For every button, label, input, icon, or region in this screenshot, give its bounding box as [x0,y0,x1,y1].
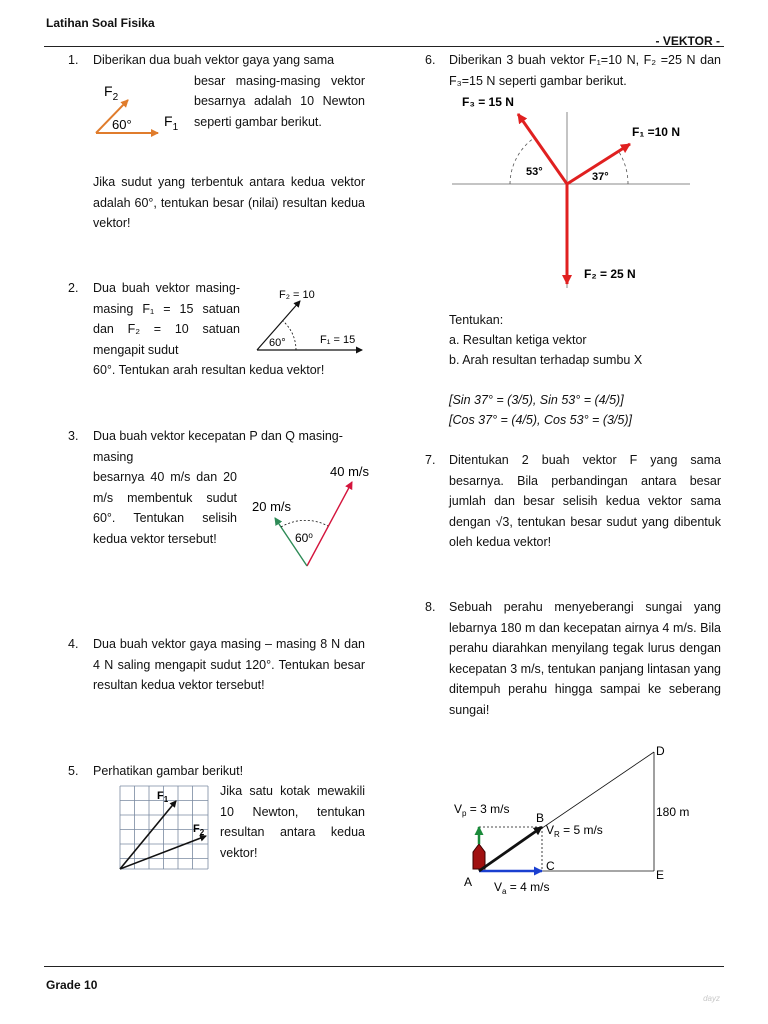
label-angle: 60° [112,117,132,132]
label-point-c: C [546,859,555,873]
label-vp: $V_p = 3$ m/s [454,802,510,818]
label-point-d: D [656,744,665,758]
vector-40 [307,482,352,566]
question-text: besarnya 40 m/s dan 20 m/s membentuk sudut 60°. Tentukan selisih kedua vektor tersebut! [93,470,237,546]
question-text: Ditentukan 2 buah vektor F yang sama besarnya. Bila perbandingan antara besar jumlah dan besar selisih kedua vektor sama dengan √3, tentukan besar sudut yang dibentuk oleh kedua vektor! [449,453,721,549]
label-f1: F₁ =10 N [632,125,680,139]
question-number: 3. [68,429,79,443]
vector-figure [250,284,368,354]
question-text: Jika sudut yang terbentuk antara kedua vektor adalah 60°, tentukan besar (nilai) resultan kedua vektor! [93,175,365,230]
boat-vector-figure [446,738,706,898]
question-text: Diberikan dua buah vektor gaya yang sama [93,53,335,67]
vector-figure [90,80,190,140]
label-f3: F₃ = 15 N [462,95,514,109]
footer-signature: dayz [703,994,720,1003]
label-f1: $F_1$ [157,790,169,804]
question-number: 7. [425,453,436,467]
document-title: Latihan Soal Fisika [46,16,155,30]
label-point-b: B [536,811,545,825]
question-text: Dua buah vektor gaya masing – masing 8 N dan 4 N saling mengapit sudut 120°. Tentukan besar resultan kedua vektor tersebut! [93,637,365,692]
label-f2: $F_2$ [193,823,205,837]
label-point-e: E [656,868,665,882]
question-number: 8. [425,600,436,614]
question-text: Jika satu kotak mewakili 10 Newton, tentukan resultan antara kedua vektor! [220,784,365,860]
grid-vector-figure [119,785,211,871]
hint-text: [Cos 37° = (4/5), Cos 53° = (3/5)] [449,413,632,427]
label-f2: F₂ = 25 N [584,267,636,281]
label-point-a: A [464,875,473,889]
label-angle: 60$^o$ [295,531,313,545]
footer-grade: Grade 10 [46,978,98,992]
label-f1: F₁ = 15 [320,334,356,346]
question-number: 1. [68,53,79,67]
boat-icon [473,844,485,869]
label-v20: 20 m/s [252,499,292,514]
label-f1: $F_1$ [164,113,179,133]
question-text: a. Resultan ketiga vektor [449,333,587,347]
question-text: Diberikan 3 buah vektor F₁=10 N, F₂ =25 N dan F₃=15 N seperti gambar berikut. [449,53,721,88]
question-number: 4. [68,637,79,651]
question-text: besar masing-masing vektor besarnya adalah 10 Newton seperti gambar berikut. [194,73,365,129]
question-number: 5. [68,764,79,778]
section-title: - VEKTOR - [655,34,720,48]
label-angle-53: 53° [526,166,543,178]
label-angle-37: 37° [592,171,609,183]
label-va: $V_a = 4$ m/s [494,880,550,896]
question-text: Dua buah vektor masing-masing F₁ = 15 satuan dan F₂ = 10 satuan mengapit sudut [93,281,240,357]
question-text: b. Arah resultan terhadap sumbu X [449,353,643,367]
footer-divider [44,966,724,967]
question-number: 6. [425,53,436,67]
label-v40: 40 m/s [330,464,370,479]
label-f2: F₂ = 10 [279,289,315,301]
label-width: 180 m [656,805,690,819]
label-angle: 60° [269,337,286,349]
angle-arc-37 [619,152,628,184]
question-text: Tentukan: [449,313,504,327]
label-f2: $F_2$ [104,83,119,103]
question-text: 60°. Tentukan arah resultan kedua vektor! [93,363,325,377]
question-text: Perhatikan gambar berikut! [93,764,244,778]
question-text: Sebuah perahu menyeberangi sungai yang lebarnya 180 m dan kecepatan airnya 4 m/s. Bila perahu diarahkan menyilang tegak lurus dengan kecepatan 3 m/s, tentukan panjang lintasan yang ditempuh perahu hingga sampai ke seberang sungai! [449,600,721,717]
angle-arc [281,520,328,527]
vector-figure [452,92,702,292]
hint-text: [Sin 37° = (3/5), Sin 53° = (4/5)] [449,393,624,407]
header-divider [44,46,724,47]
question-text: Dua buah vektor kecepatan P dan Q masing-masing [93,429,343,464]
label-vr: $V_R = 5$ m/s [546,823,603,839]
vector-vr [479,827,542,871]
vector-figure [250,460,376,574]
question-number: 2. [68,281,79,295]
